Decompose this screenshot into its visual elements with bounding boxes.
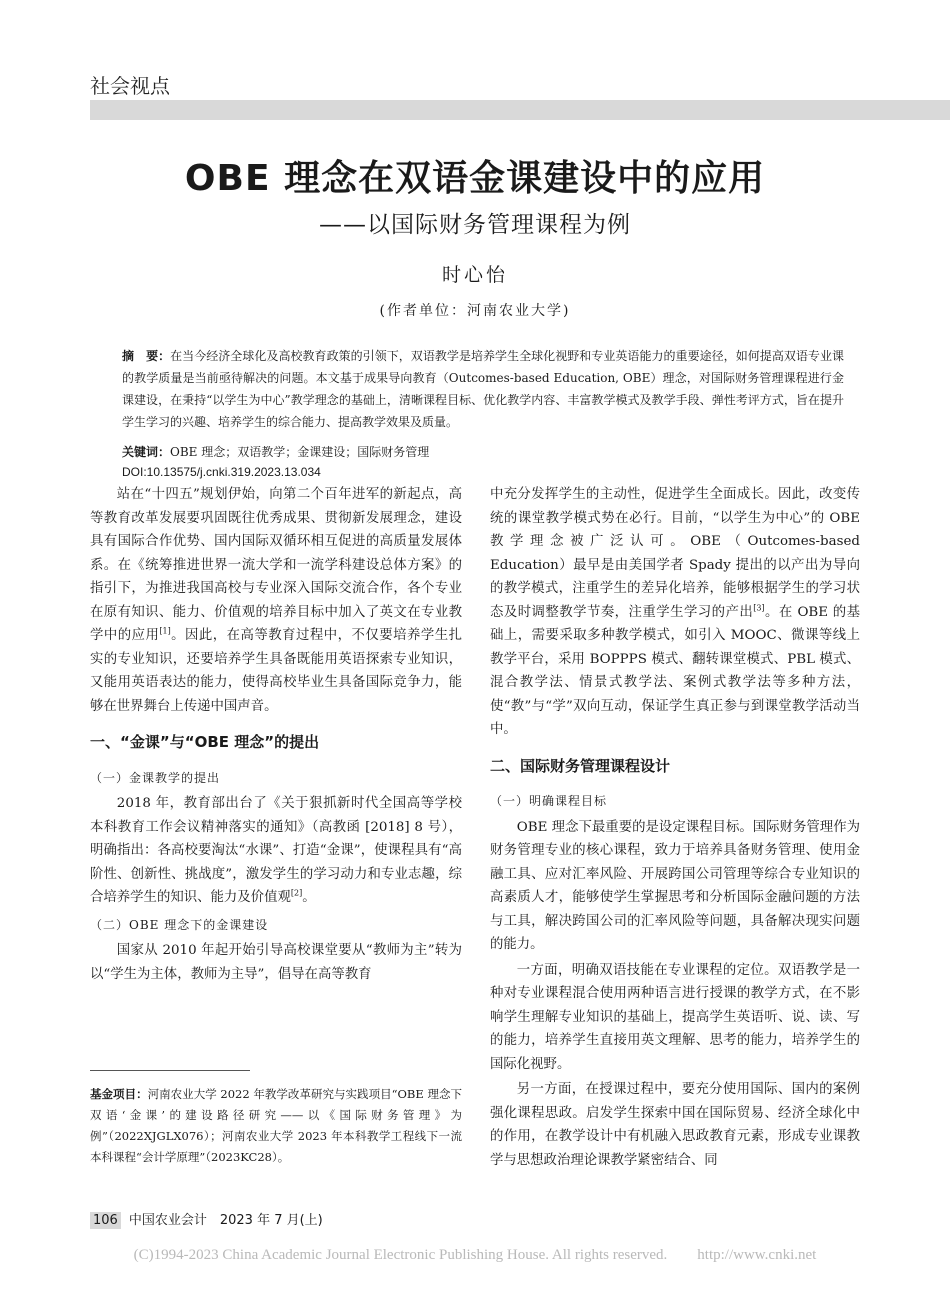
footnote-divider xyxy=(90,1070,250,1071)
section-heading-1: 一、“金课”与“OBE 理念”的提出 xyxy=(90,733,320,751)
abstract-label: 摘 要： xyxy=(122,349,171,363)
article-author: 时心怡 xyxy=(441,264,508,286)
footnote xyxy=(90,1084,462,1168)
footnote-text: 河南农业大学 2022 年教学改革研究与实践项目“OBE 理念下双语‘金课’的建设路径研究——以《国际财务管理》为例”（2022XJGLX076）；河南农业大学 2023 年本科教学工程线下一流本科课程“会计学原理”（2023KC28）。 xyxy=(90,1087,462,1164)
section-heading-2: 二、国际财务管理课程设计 xyxy=(490,756,671,775)
citation-ref: [3] xyxy=(753,603,765,613)
copyright-watermark: (C)1994-2023 China Academic Journal Electronic Publishing House. All rights reserved. http://www.cnki.net xyxy=(133,1247,817,1263)
issue-date: 2023 年 7 月(上) xyxy=(219,1213,323,1228)
keywords-text: OBE 理念；双语教学；金课建设；国际财务管理 xyxy=(170,445,430,459)
subsection-heading-1-1: （一）金课教学的提出 xyxy=(90,770,221,785)
article-title: OBE 理念在双语金课建设中的应用 xyxy=(184,158,766,199)
author-affiliation: (作者单位：河南农业大学) xyxy=(379,303,571,319)
continued-paragraph: 中充分发挥学生的主动性，促进学生全面成长。因此，改变传统的课堂教学模式势在必行。目前，“以学生为中心”的 OBE 教学理念被广泛认可。OBE（Outcomes-based Education）最早是由美国学者 Spady 提出的以产出为导向的教学模式，注重学生的差异化培养，能够根据学生的学习状态及时调整教学节奏，注重学生学习的产出[3]。在 OBE 的基础上，需要采取多种教学模式，如引入 MOOC、微课等线上教学平台，采用 BOPPPS 模式、翻转课堂模式、PBL 模式、混合教学法、情景式教学法、案例式教学法等多种方法，使“教”与“学”双向互动，保证学生真正参与到课堂教学活动当中。 xyxy=(490,487,861,737)
intro-paragraph: 站在“十四五”规划伊始，向第二个百年进军的新起点，高等教育改革发展要巩固既往优秀成果、贯彻新发展理念，建设具有国际合作优势、国内国际双循环相互促进的高质量发展体系。在《统筹推进世界一流大学和一流学科建设总体方案》的指引下，为推进我国高校与专业深入国际交流合作，各个专业在原有知识、能力、价值观的培养目标中加入了英文在专业教学中的应用[1]。因此，在高等教育过程中，不仅要培养学生扎实的专业知识，还要培养学生具备既能用英语探索专业知识，又能用英语表达的能力，使得高校毕业生具备国际竞争力，能够在世界舞台上传递中国声音。 xyxy=(90,487,463,714)
citation-ref: [2] xyxy=(290,888,303,898)
footnote-label: 基金项目： xyxy=(90,1087,148,1101)
right-column xyxy=(490,483,860,1172)
paragraph: 一方面，明确双语技能在专业课程的定位。双语教学是一种对专业课程混合使用两种语言进行授课的教学方式，在不影响学生理解专业知识的基础上，提高学生英语听、说、读、写的能力，培养学生直接用英文理解、思考的能力，培养学生的国际化视野。 xyxy=(490,962,860,1072)
page-footer xyxy=(90,1209,323,1228)
left-column xyxy=(90,483,462,986)
citation-ref: [1] xyxy=(159,626,171,636)
subsection-heading-1-2: （二）OBE 理念下的金课建设 xyxy=(90,917,269,932)
keywords-label: 关键词： xyxy=(122,445,171,459)
paragraph: 国家从 2010 年起开始引导高校课堂要从“教师为主”转为以“学生为主体，教师为主导”，倡导在高等教育 xyxy=(90,943,462,982)
header-bar xyxy=(90,100,950,120)
abstract-text: 在当今经济全球化及高校教育政策的引领下，双语教学是培养学生全球化视野和专业英语能力的重要途径，如何提高双语专业课的教学质量是当前亟待解决的问题。本文基于成果导向教育（Outcomes-based Education, OBE）理念，对国际财务管理课程进行金课建设，在秉持“以学生为中心”教学理念的基础上，清晰课程目标、优化教学内容、丰富教学模式及教学手段、弹性考评方式，旨在提升学生学习的兴趣、培养学生的综合能力、提高教学效果及质量。 xyxy=(122,349,844,429)
page-number: 106 xyxy=(90,1212,121,1229)
paragraph: 另一方面，在授课过程中，要充分使用国际、国内的案例强化课程思政。启发学生探索中国在国际贸易、经济全球化中的作用，在教学设计中有机融入思政教育元素，形成专业课教学与思想政治理论课教学紧密结合、同 xyxy=(490,1082,860,1168)
article-subtitle: ——以国际财务管理课程为例 xyxy=(319,212,631,238)
subsection-heading-2-1: （一）明确课程目标 xyxy=(490,794,608,808)
paragraph: OBE 理念下最重要的是设定课程目标。国际财务管理作为财务管理专业的核心课程，致力于培养具备财务管理、使用金融工具、应对汇率风险、开展跨国公司管理等综合专业知识的高素质人才，能够使学生掌握思考和分析国际金融问题的方法与工具，解决跨国公司的汇率风险等问题，具备解决现实问题的能力。 xyxy=(490,819,860,952)
keywords xyxy=(122,443,844,460)
abstract xyxy=(122,345,844,433)
section-label: 社会视点 xyxy=(90,74,170,98)
paragraph: 2018 年，教育部出台了《关于狠抓新时代全国高等学校本科教育工作会议精神落实的通知》（高教函 [2018] 8 号），明确指出：各高校要淘汰“水课”、打造“金课”，使课程具有“高阶性、创新性、挑战度”，激发学生的学习动力和专业志趣，综合培养学生的知识、能力及价值观[2]。 xyxy=(90,796,462,905)
doi: DOI:10.13575/j.cnki.319.2023.13.034 xyxy=(122,465,321,479)
journal-name: 中国农业会计 xyxy=(128,1213,207,1228)
